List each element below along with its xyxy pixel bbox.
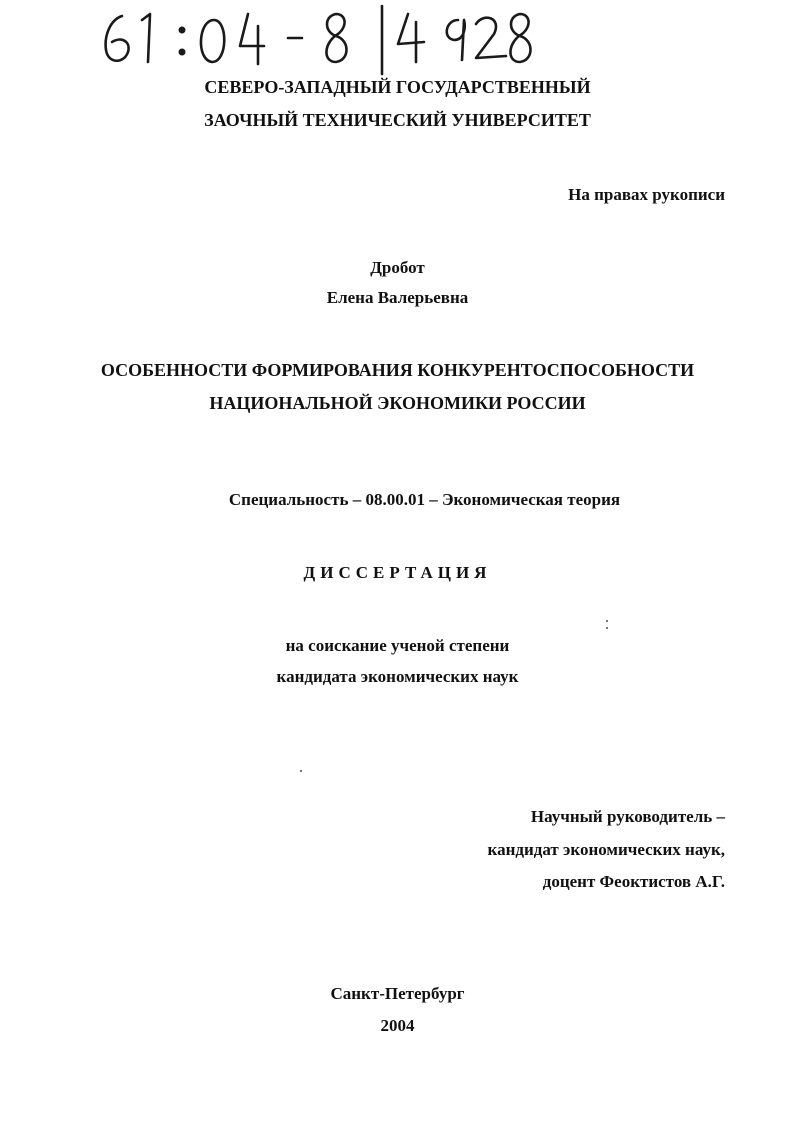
author-name: Елена Валерьевна — [326, 288, 469, 307]
scan-speck — [606, 627, 608, 629]
city: Санкт-Петербург — [330, 984, 465, 1003]
scan-speck — [606, 620, 608, 622]
handwritten-catalog-number — [92, 2, 542, 76]
author-surname: Дробот — [370, 258, 425, 277]
dissertation-title-line1: ОСОБЕННОСТИ ФОРМИРОВАНИЯ КОНКУРЕНТОСПОСОБНОСТИ — [100, 360, 695, 380]
specialty: Специальность – 08.00.01 – Экономическая теория — [228, 490, 621, 509]
document-type: ДИССЕРТАЦИЯ — [303, 563, 492, 582]
supervisor-role: Научный руководитель – — [530, 807, 725, 826]
university-name-line2: ЗАОЧНЫЙ ТЕХНИЧЕСКИЙ УНИВЕРСИТЕТ — [204, 110, 591, 130]
scan-speck — [300, 770, 302, 772]
supervisor-degree: кандидат экономических наук, — [487, 840, 725, 859]
manuscript-note: На правах рукописи — [568, 185, 725, 204]
degree-line1: на соискание ученой степени — [285, 636, 510, 655]
university-name-line1: СЕВЕРО-ЗАПАДНЫЙ ГОСУДАРСТВЕННЫЙ — [204, 77, 591, 97]
dissertation-title-line2: НАЦИОНАЛЬНОЙ ЭКОНОМИКИ РОССИИ — [209, 393, 586, 413]
handwritten-signature-graphic — [92, 2, 542, 76]
year: 2004 — [380, 1016, 415, 1035]
supervisor-name: доцент Феоктистов А.Г. — [542, 872, 725, 891]
degree-line2: кандидата экономических наук — [276, 667, 519, 686]
